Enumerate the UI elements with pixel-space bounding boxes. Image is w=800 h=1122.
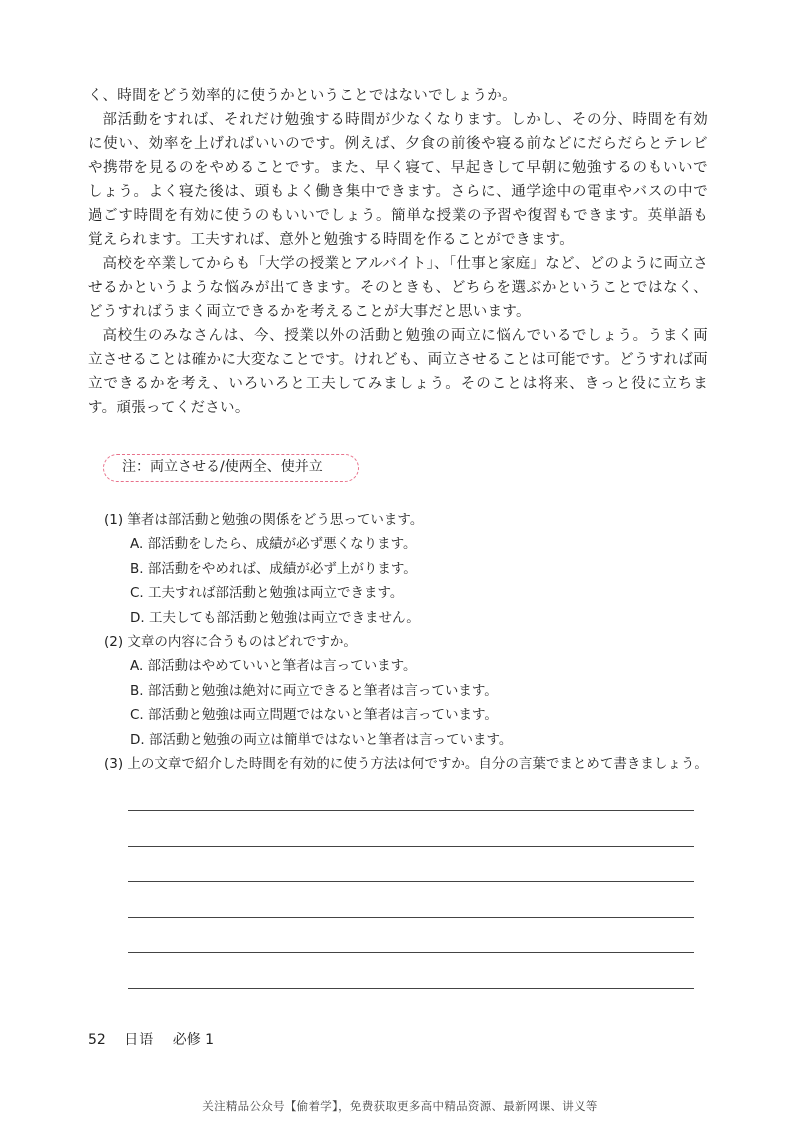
question-2-option-d: D. 部活動と勉強の両立は簡単ではないと筆者は言っています。 (130, 731, 513, 748)
reading-passage (88, 84, 708, 420)
question-1-option-b: B. 部活動をやめれば、成績が必ず上がります。 (130, 560, 417, 577)
question-3: (3) 上の文章で紹介した時間を有効的に使う方法は何ですか。自分の言葉でまとめて書きましょう。 (104, 756, 708, 773)
question-1-option-d: D. 工夫しても部活動と勉強は両立できません。 (130, 609, 420, 626)
answer-line (128, 846, 694, 847)
passage-paragraph-1: く、時間をどう効率的に使うかということではないでしょうか。 (88, 88, 517, 104)
answer-area (128, 810, 694, 1023)
page-footer (88, 1029, 228, 1049)
answer-line (128, 810, 694, 811)
page-number: 52 (88, 1032, 106, 1048)
passage-paragraph-4: 高校生のみなさんは、今、授業以外の活動と勉強の両立に悩んでいるでしょう。うまく両立させることは確かに大変なことです。けれども、両立させることは可能です。どうすれば両立できるかを考え、いろいろと工夫してみましょう。そのことは将来、きっと役に立ちます。頑張ってください。 (88, 328, 708, 416)
promo-note: 关注精品公众号【偷着学】，免费获取更多高中精品资源、最新网课、讲义等 (202, 1099, 598, 1113)
question-2-option-b: B. 部活動と勉強は絶対に両立できると筆者は言っています。 (130, 682, 498, 699)
question-1-option-c: C. 工夫すれば部活動と勉強は両立できます。 (130, 585, 404, 602)
answer-line (128, 988, 694, 989)
answer-line (128, 881, 694, 882)
answer-line (128, 917, 694, 918)
vocabulary-note: 注：両立させる/使两全、使并立 (103, 454, 359, 482)
question-1: (1) 筆者は部活動と勉強の関係をどう思っています。 (104, 512, 424, 528)
volume-label: 必修 1 (172, 1032, 215, 1048)
passage-paragraph-2: 部活動をすれば、それだけ勉強する時間が少なくなります。しかし、その分、時間を有効に使い、効率を上げればいいのです。例えば、夕食の前後や寝る前などにだらだらとテレビや携帯を見るのをやめることです。また、早く寝て、早起きして早朝に勉強するのもいいでしょう。よく寝た後は、頭もよく働き集中できます。さらに、通学途中の電車やバスの中で過ごす時間を有効に使うのもいいでしょう。簡単な授業の予習や復習もできます。英単語も覚えられます。工夫すれば、意外と勉強する時間を作ることができます。 (88, 112, 708, 248)
subject-label: 日语 (124, 1032, 155, 1048)
question-2-option-a: A. 部活動はやめていいと筆者は言っています。 (130, 658, 417, 675)
question-section (104, 508, 724, 776)
answer-line (128, 952, 694, 953)
question-2: (2) 文章の内容に合うものはどれですか。 (104, 634, 357, 651)
question-2-option-c: C. 部活動と勉強は両立問題ではないと筆者は言っています。 (130, 707, 498, 724)
question-1-option-a: A. 部活動をしたら、成績が必ず悪くなります。 (130, 536, 417, 553)
passage-paragraph-3: 高校を卒業してからも「大学の授業とアルバイト」、「仕事と家庭」など、どのように両立させるかというような悩みが出てきます。そのときも、どちらを選ぶかということではなく、どうすればうまく両立できるかを考えることが大事だと思います。 (88, 256, 709, 320)
